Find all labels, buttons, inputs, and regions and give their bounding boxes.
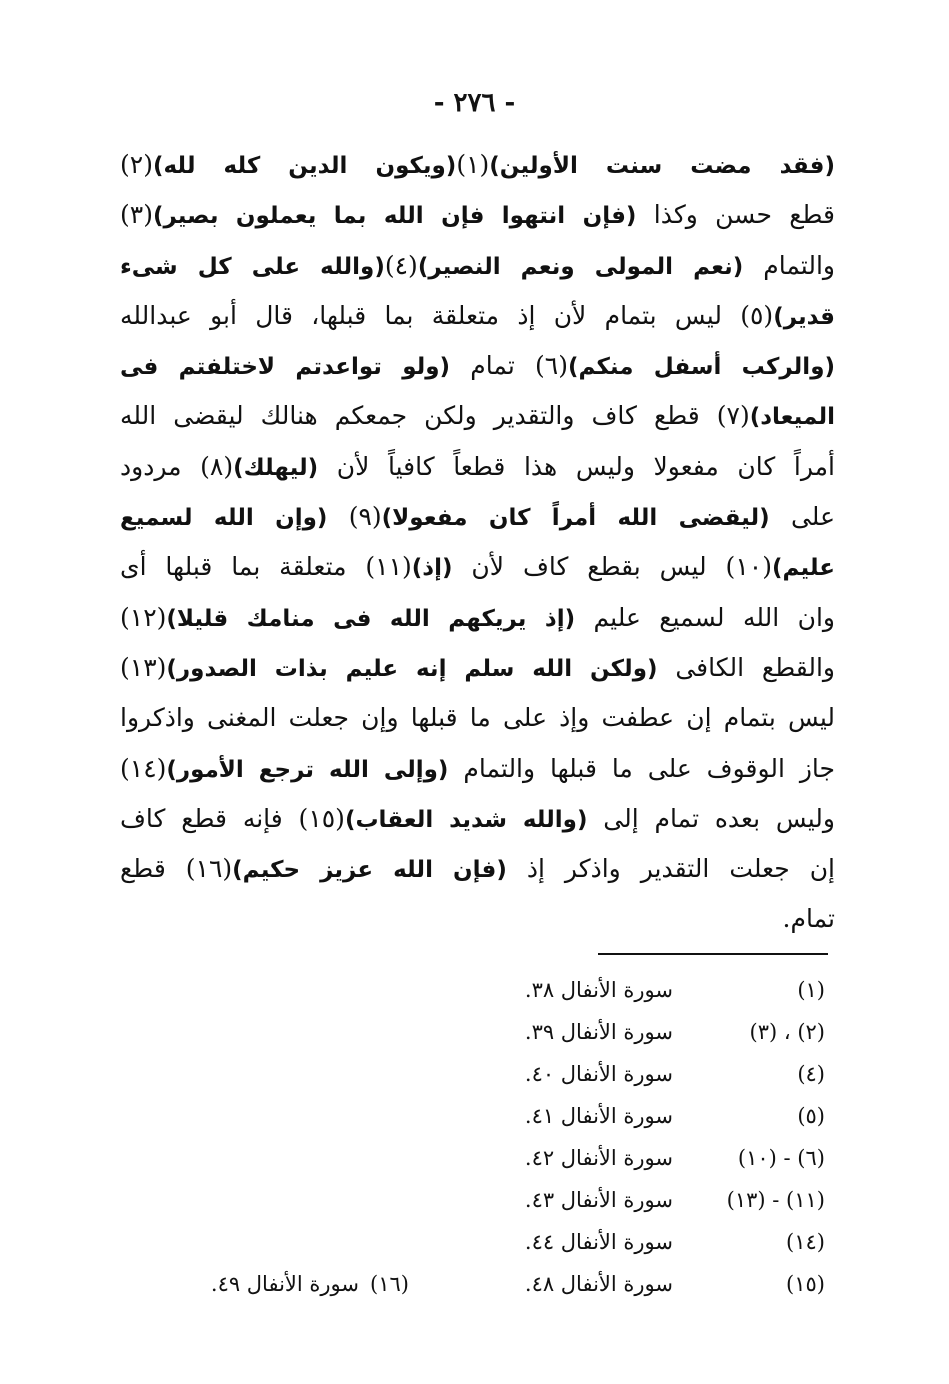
footnote-number: (٢) ، (٣) (749, 1020, 825, 1044)
quran-quote: الميعاد) (749, 404, 835, 431)
text-line (120, 794, 835, 844)
quran-quote: عليم) (771, 555, 835, 582)
text-segment: وان الله لسميع عليم (575, 602, 835, 632)
footnote-row (505, 1012, 825, 1052)
text-line (120, 844, 835, 894)
quran-quote: (ليهلك) (233, 454, 319, 481)
text-segment: ليس بتمام إن عطفت وإذ على ما قبلها وإن جعلت المغنى واذكروا (120, 703, 835, 733)
text-line (120, 140, 835, 190)
text-segment: (٩) (327, 502, 382, 532)
quran-quote: (فقد مضت سنت الأولين) (489, 153, 835, 179)
quran-quote: (ليقضى الله أمراً كان مفعولا) (381, 505, 770, 532)
text-segment: (٧) قطع كاف والتقدير ولكن جمعكم هنالك ليقضى الله (120, 401, 750, 431)
footnote-row (505, 1180, 825, 1220)
text-segment: أمراً كان مفعولا وليس هذا قطعاً كافياً لأن (318, 451, 835, 481)
footnote-number: (١٥) (786, 1272, 825, 1296)
text-segment: (١٥) فإنه قطع كاف (120, 803, 345, 833)
footnote-row (505, 1264, 825, 1304)
footnote-source: سورة الأنفال ٤٢. (524, 1146, 673, 1170)
quran-quote: (إذ يريكهم الله فى منامك قليلا) (166, 605, 576, 632)
quran-quote: (فإن الله عزيز حكيم) (232, 857, 507, 884)
text-line (120, 693, 835, 743)
text-segment: على (769, 502, 835, 532)
quran-quote: (وإلى الله ترجع الأمور) (166, 756, 449, 783)
footnote-source: سورة الأنفال ٤١. (524, 1104, 673, 1128)
quran-quote: (ويكون الدين كله لله) (152, 153, 457, 179)
footnote-source: سورة الأنفال ٣٩. (524, 1020, 673, 1044)
footnote-number: (١١) - (١٣) (726, 1188, 825, 1212)
footnote-number: (٥) (797, 1104, 825, 1128)
text-line (120, 542, 835, 592)
text-line (120, 643, 835, 693)
quran-quote: (والركب أسفل منكم) (567, 354, 836, 381)
quran-quote: (والله شديد العقاب) (344, 806, 588, 833)
text-segment: والقطع الكافى (657, 652, 836, 682)
footnote-row (505, 1054, 825, 1094)
text-segment: (١) (456, 150, 490, 179)
quran-quote: (ولكن الله سلم إنه عليم بذات الصدور) (166, 655, 658, 682)
text-segment: (٤) (384, 250, 418, 280)
quran-quote: (والله على كل شىء (120, 253, 385, 280)
footnote-source: سورة الأنفال ٣٨. (524, 978, 673, 1002)
text-segment: (١٦) قطع (120, 854, 233, 884)
text-line (120, 190, 835, 240)
text-line (120, 492, 835, 542)
text-segment: (٨) مردود (120, 451, 234, 481)
body-text (120, 140, 835, 945)
text-segment: إن جعلت التقدير واذكر إذ (506, 854, 835, 884)
footnote-number: (١٦) (370, 1272, 409, 1296)
text-segment: قطع حسن وكذا (636, 200, 836, 230)
footnote-row (505, 1138, 825, 1178)
text-segment: (٦) تمام (450, 351, 568, 381)
quran-quote: (ولو تواعدتم لاختلفتم فى (120, 354, 451, 381)
text-line (120, 744, 835, 794)
text-line (120, 291, 835, 341)
footnote-source: سورة الأنفال ٤٣. (524, 1188, 673, 1212)
text-segment: وليس بعده تمام إلى (587, 803, 835, 833)
page-number: - ٢٧٦ - (433, 88, 516, 118)
text-segment: (١٣) (120, 652, 167, 682)
footnote-row (505, 1222, 825, 1262)
footnote-source: سورة الأنفال ٤٩. (210, 1272, 359, 1296)
footnote-source: سورة الأنفال ٤٨. (524, 1272, 673, 1296)
quran-quote: (وإن الله لسميع (120, 505, 328, 532)
text-segment: (١٤) (120, 753, 167, 783)
quran-quote: (إذ) (411, 555, 453, 582)
quran-quote: (فإن انتهوا فإن الله بما يعملون بصير) (152, 203, 637, 230)
footnote-row (505, 970, 825, 1010)
text-segment: (١٢) (120, 602, 167, 632)
text-segment: (٢) (120, 150, 153, 179)
footnote-number: (١) (797, 978, 825, 1002)
text-segment: جاز الوقوف على ما قبلها والتمام (448, 753, 836, 783)
text-line (120, 241, 835, 291)
text-segment: والتمام (743, 250, 835, 280)
text-segment: تمام. (782, 904, 835, 934)
footnote-row (189, 1264, 409, 1304)
text-segment: (١٠) ليس بقطع كاف لأن (452, 552, 772, 582)
footnote-number: (١٤) (786, 1230, 825, 1254)
text-line (120, 341, 835, 391)
footnote-number: (٤) (797, 1062, 825, 1086)
quran-quote: قدير) (773, 303, 835, 330)
footnote-source: سورة الأنفال ٤٤. (524, 1230, 673, 1254)
quran-quote: (نعم المولى ونعم النصير) (417, 253, 744, 280)
text-segment: (٣) (120, 200, 153, 230)
footnote-row (505, 1096, 825, 1136)
text-line (120, 391, 835, 441)
footnote-source: سورة الأنفال ٤٠. (524, 1062, 673, 1086)
footnote-number: (٦) - (١٠) (737, 1146, 825, 1170)
text-line (120, 442, 835, 492)
footnote-divider (598, 953, 828, 955)
text-line (120, 894, 835, 944)
text-segment: (٥) ليس بتمام لأن إذ متعلقة بما قبلها، قال أبو عبدالله (120, 300, 774, 330)
text-line (120, 593, 835, 643)
text-segment: (١١) متعلقة بما قبلها أى (120, 552, 412, 582)
